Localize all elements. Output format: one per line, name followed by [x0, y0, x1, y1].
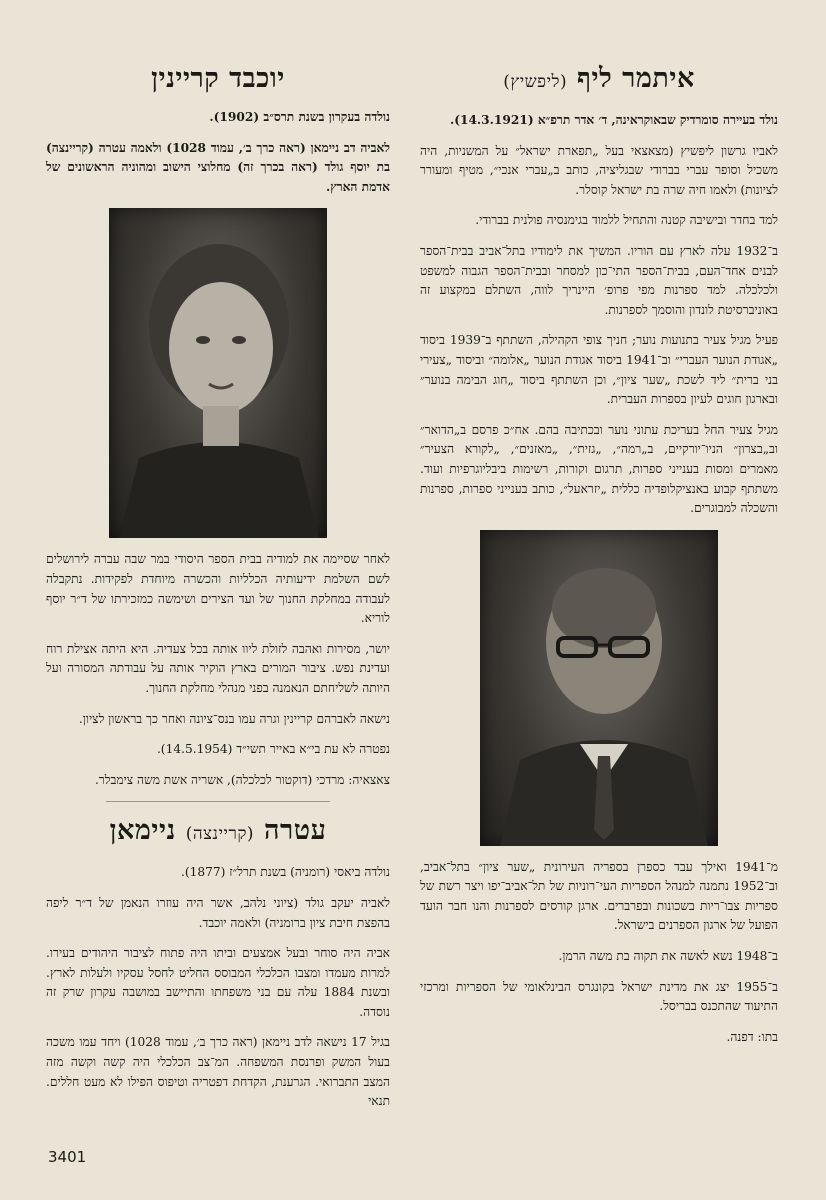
title2-sub: (קריינצה)	[185, 824, 255, 845]
portrait-photo-man	[480, 530, 718, 846]
paragraph: למד בחדר ובישיבה קטנה והתחיל ללמוד בגימנסיה פולנית בברודי.	[475, 213, 778, 228]
portrait-woman-drawing	[109, 208, 327, 538]
paragraph: צאצאיה: מרדכי (דוקטור לכלכלה), אשריה אשת משה צימבלר.	[94, 772, 390, 787]
section-divider	[106, 801, 330, 802]
paragraph: ב־1948 נשא לאשה את תקוה בת משה הרמן.	[558, 949, 778, 964]
paragraph: פעיל מגיל צעיר בתנועות נוער; חניך צופי הקהילה, השתתף ב־1939 ביסוד „אגודת הנוער העברי״ וב־1941 ביסוד אגודת הנוער „אלומה״ וביסוד „צעירי בני ברית״ ליד לשכת „שער ציון״, וכן השתתף ביסוד „חוג הבימה בנוער״ ובארגון חוגים לעיון בספרות העברית.	[420, 333, 779, 407]
paragraph: לאחר שסיימה את למודיה בבית הספר היסודי במר שבה עברה לירושלים לשם השלמת ידיעותיה הכלליות והכשרה מיוחדת לפקידות. נתקבלה לעבודה במחלקת החנוך של ועד הצירים ושימשה כמזכירתו של ד״ר יוסף לוריא.	[46, 552, 390, 626]
paragraph: נפטרה לא עת בי״א באייר תשי״ד (14.5.1954).	[156, 742, 390, 757]
page-number: 3401	[48, 1148, 87, 1166]
paragraph: נולדה ביאסי (רומניה) בשנת תרל״ז (1877).	[180, 865, 390, 880]
paragraph: אביה היה סוחר ובעל אמצעים וביתו היה פתוח לציבור היהודים בעירו. למרות מעמדו ומצבו הכלכלי המבוסס החליט לחסל עסקיו ולעלות לארץ. ובשנת 1884 עלה עם בני משפחתו והתיישב במושבה עקרון שרק זה נוסדה.	[46, 946, 390, 1019]
article-title-2	[46, 814, 390, 851]
article-yocheved-kreinin	[46, 62, 390, 1123]
portrait-man-drawing	[480, 530, 718, 846]
portrait-photo-woman	[109, 208, 327, 538]
article-title: יוכבד קריינין	[151, 63, 285, 94]
article-title	[420, 62, 778, 99]
paragraph: מגיל צעיר החל בעריכת עתוני נוער ובכתיבה בהם. אח״כ פרסם ב„הדואר״ וב„בצרון״ הניו־יורקיים, ב„רמה״, „גזית״, „מאזנים״, „לקורא הצעיר״ מאמרים ומסות בענייני ספרות, תרגום וקורות, רשימות ביבליוגרפיות ועוד. משתתף קבוע באנציקלופדיה כללית „יזראעל״, כותב בענייני ספרות, ספרנות והשכלה למבוגרים.	[420, 422, 778, 516]
paragraph: בגיל 17 נישאה לדב ניימאן (ראה כרך ב׳, עמוד 1028) ויחד עמו משכה בעול המשק ופרנסת המשפחה. המ־צב הכלכלי היה קשה וקשה מזה המצב התברואי. הגרענת, הקדחת דפטריה וטיפוס הפילו לא מעט חללים. תנאי	[46, 1035, 391, 1109]
paragraph: ב־1932 עלה לארץ עם הוריו. המשיך את לימודיו בתל־אביב בבית־הספר לבנים אחד־העם, בבית־הספר התי־כון למסחר ובבית־הספר הגבוה למשפט ולכלכלה. למד ספרנות מפי פרופ׳ היינריך לווה, השתלם במקצוע זה באוניברסיטת לונדון והוסמך לספרנות.	[420, 243, 778, 317]
title-name: איתמר ליף	[577, 63, 695, 94]
paragraph: לאביה יעקב גולד (ציוני נלהב, אשר היה עוזרו הנאמן של ד״ר ליפה בהפצת חיבת ציון ברומניה) ולאמה יוכבד.	[46, 895, 390, 930]
paragraph: נישאה לאברהם קריינין וגרה עמו בנס־ציונה ואחר כך בראשון לציון.	[78, 711, 390, 726]
paragraph: נולד בעיירה סומרדיק שבאוקראינה, ד׳ אדר תרפ״א (14.3.1921).	[449, 113, 778, 127]
article-itamar-lif	[420, 62, 778, 1058]
paragraph: לאביו גרשון ליפשיץ (מצאצאי בעל „תפארת ישראל״ על המשניות, היה משכיל וסופר עברי בברודי שבגליציה, כותב ב„עברי אנכי״, מטיף ומעורר לציונות) ולאמו חיה שרה בת ישראל קוסלר.	[420, 143, 778, 197]
paragraph: יושר, מסירות ואהבה לזולת ליוו אותה בכל צעדיה. היא היתה אצילת רוח ועדינת נפש. ציבור המורים בארץ הוקיר אותה על עבודתה המסורה ועל היותה לשליחתם הנאמנה בפני מנהלי מחלקת החנוך.	[46, 641, 390, 695]
title2-surname: ניימאן	[109, 815, 176, 847]
title2-name: עטרה	[263, 815, 327, 847]
title-sub: (ליפשיץ)	[503, 72, 568, 92]
paragraph: בתו: דפנה.	[726, 1029, 778, 1044]
paragraph: נולדה בעקרון בשנת תרס״ב (1902).	[209, 110, 390, 124]
paragraph: ב־1955 יצג את מדינת ישראל בקונגרס הבינלאומי של הספריות ומרכזי התיעוד שהתכנס בבריסל.	[420, 979, 778, 1014]
paragraph: לאביה דב ניימאן (ראה כרך ב׳, עמוד 1028) ולאמה עטרה (קריינצה) בת יוסף גולד (ראה בכרך זה) מחלוצי הישוב ומהוניה הראשונים של אדמת הארץ.	[46, 140, 390, 194]
paragraph: מ־1941 ואילך עבד כספרן בספריה העירונית „שער ציון״ בתל־אביב, וב־1952 נתמנה למנהל הספריות העי־רוניות של תל־אביב־יפו ויצר רשת של ספריות צבו־ריות בשכונות ובפרברים. ארגן קורסים לספרנות והנו חבר הועד הפועל של ארגון הספרנים בישראל.	[420, 859, 778, 933]
